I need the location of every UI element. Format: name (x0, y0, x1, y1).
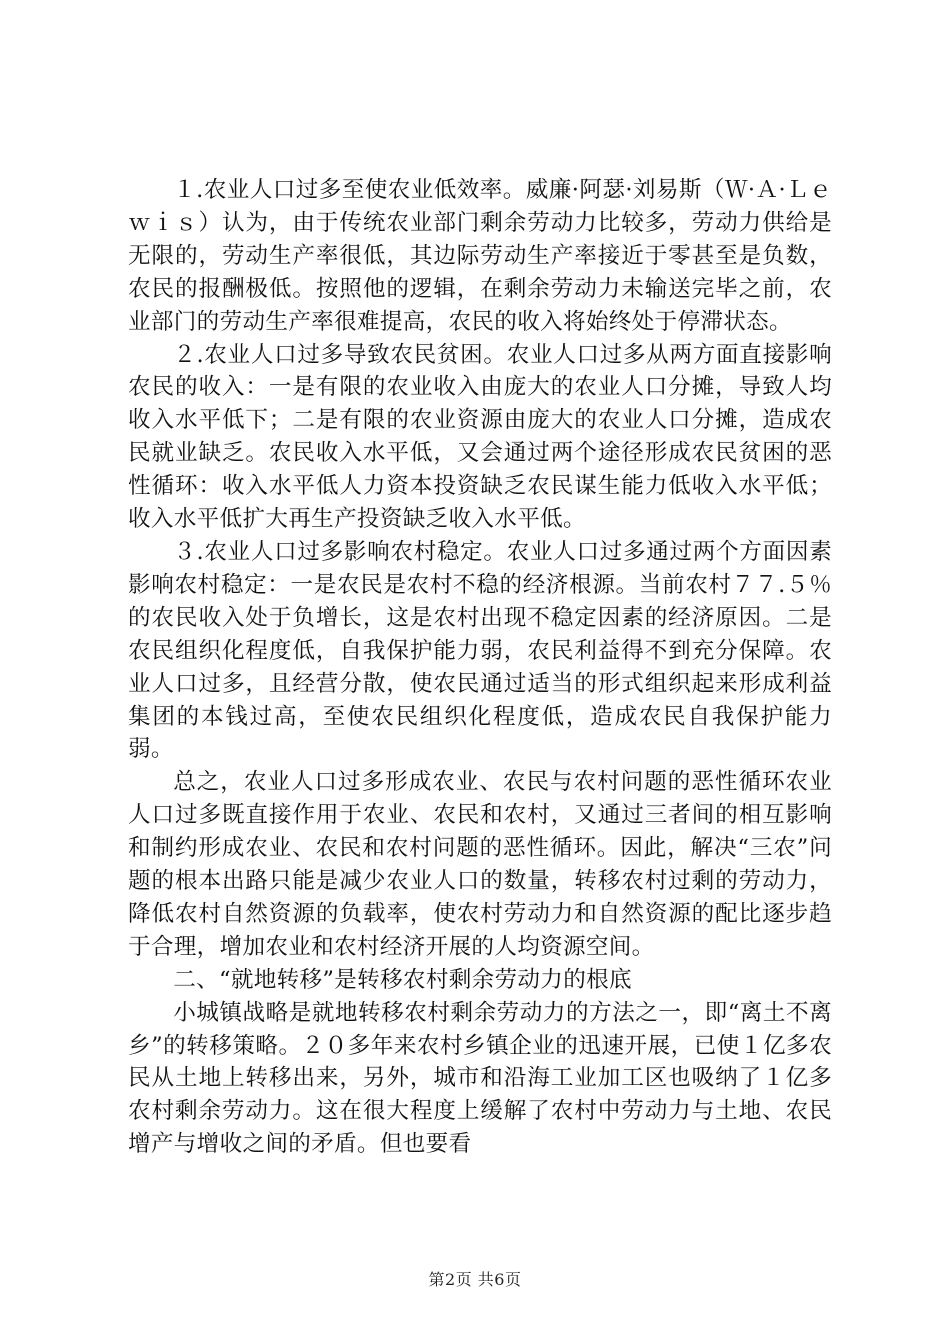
paragraph-point-3: ３.农业人口过多影响农村稳定。农业人口过多通过两个方面因素影响农村稳定：一是农民是农村不稳的经济根源。当前农村７７.５％的农民收入处于负增长，这是农村出现不稳定因素的经济原因。二是农民组织化程度低，自我保护能力弱，农民利益得不到充分保障。农业人口过多，且经营分散，使农民通过适当的形式组织起来形成利益集团的本钱过高，至使农民组织化程度低，造成农民自我保护能力弱。 (128, 538, 832, 763)
paragraph-small-town-strategy: 小城镇战略是就地转移农村剩余劳动力的方法之一，即“离土不离乡”的转移策略。２０多年来农村乡镇企业的迅速开展，已使１亿多农民从土地上转移出来，另外，城市和沿海工业加工区也吸纳了１亿多农村剩余劳动力。这在很大程度上缓解了农村中劳动力与土地、农民增产与增收之间的矛盾。但也要看 (128, 999, 832, 1158)
document-body (128, 174, 832, 1161)
section-heading-2: 二、“就地转移”是转移农村剩余劳动力的根底 (173, 966, 632, 993)
page-number-footer: 第2页 共6页 (428, 1270, 522, 1289)
paragraph-point-1: １.农业人口过多至使农业低效率。威廉·阿瑟·刘易斯（Ｗ·Ａ·Ｌｅｗｉｓ）认为，由于传统农业部门剩余劳动力比较多，劳动力供给是无限的，劳动生产率很低，其边际劳动生产率接近于零甚至是负数，农民的报酬极低。按照他的逻辑，在剩余劳动力未输送完毕之前，农业部门的劳动生产率很难提高，农民的收入将始终处于停滞状态。 (128, 177, 832, 335)
paragraph-summary: 总之，农业人口过多形成农业、农民与农村问题的恶性循环农业人口过多既直接作用于农业、农民和农村，又通过三者间的相互影响和制约形成农业、农民和农村问题的恶性循环。因此，解决“三农”问题的根本出路只能是减少农业人口的数量，转移农村过剩的劳动力，降低农村自然资源的负载率，使农村劳动力和自然资源的配比逐步趋于合理，增加农业和农村经济开展的人均资源空间。 (128, 769, 832, 960)
paragraph-point-2: ２.农业人口过多导致农民贫困。农业人口过多从两方面直接影响农民的收入：一是有限的农业收入由庞大的农业人口分摊，导致人均收入水平低下；二是有限的农业资源由庞大的农业人口分摊，造成农民就业缺乏。农民收入水平低，又会通过两个途径形成农民贫困的恶性循环：收入水平低人力资本投资缺乏农民谋生能力低收入水平低；收入水平低扩大再生产投资缺乏收入水平低。 (128, 341, 832, 533)
